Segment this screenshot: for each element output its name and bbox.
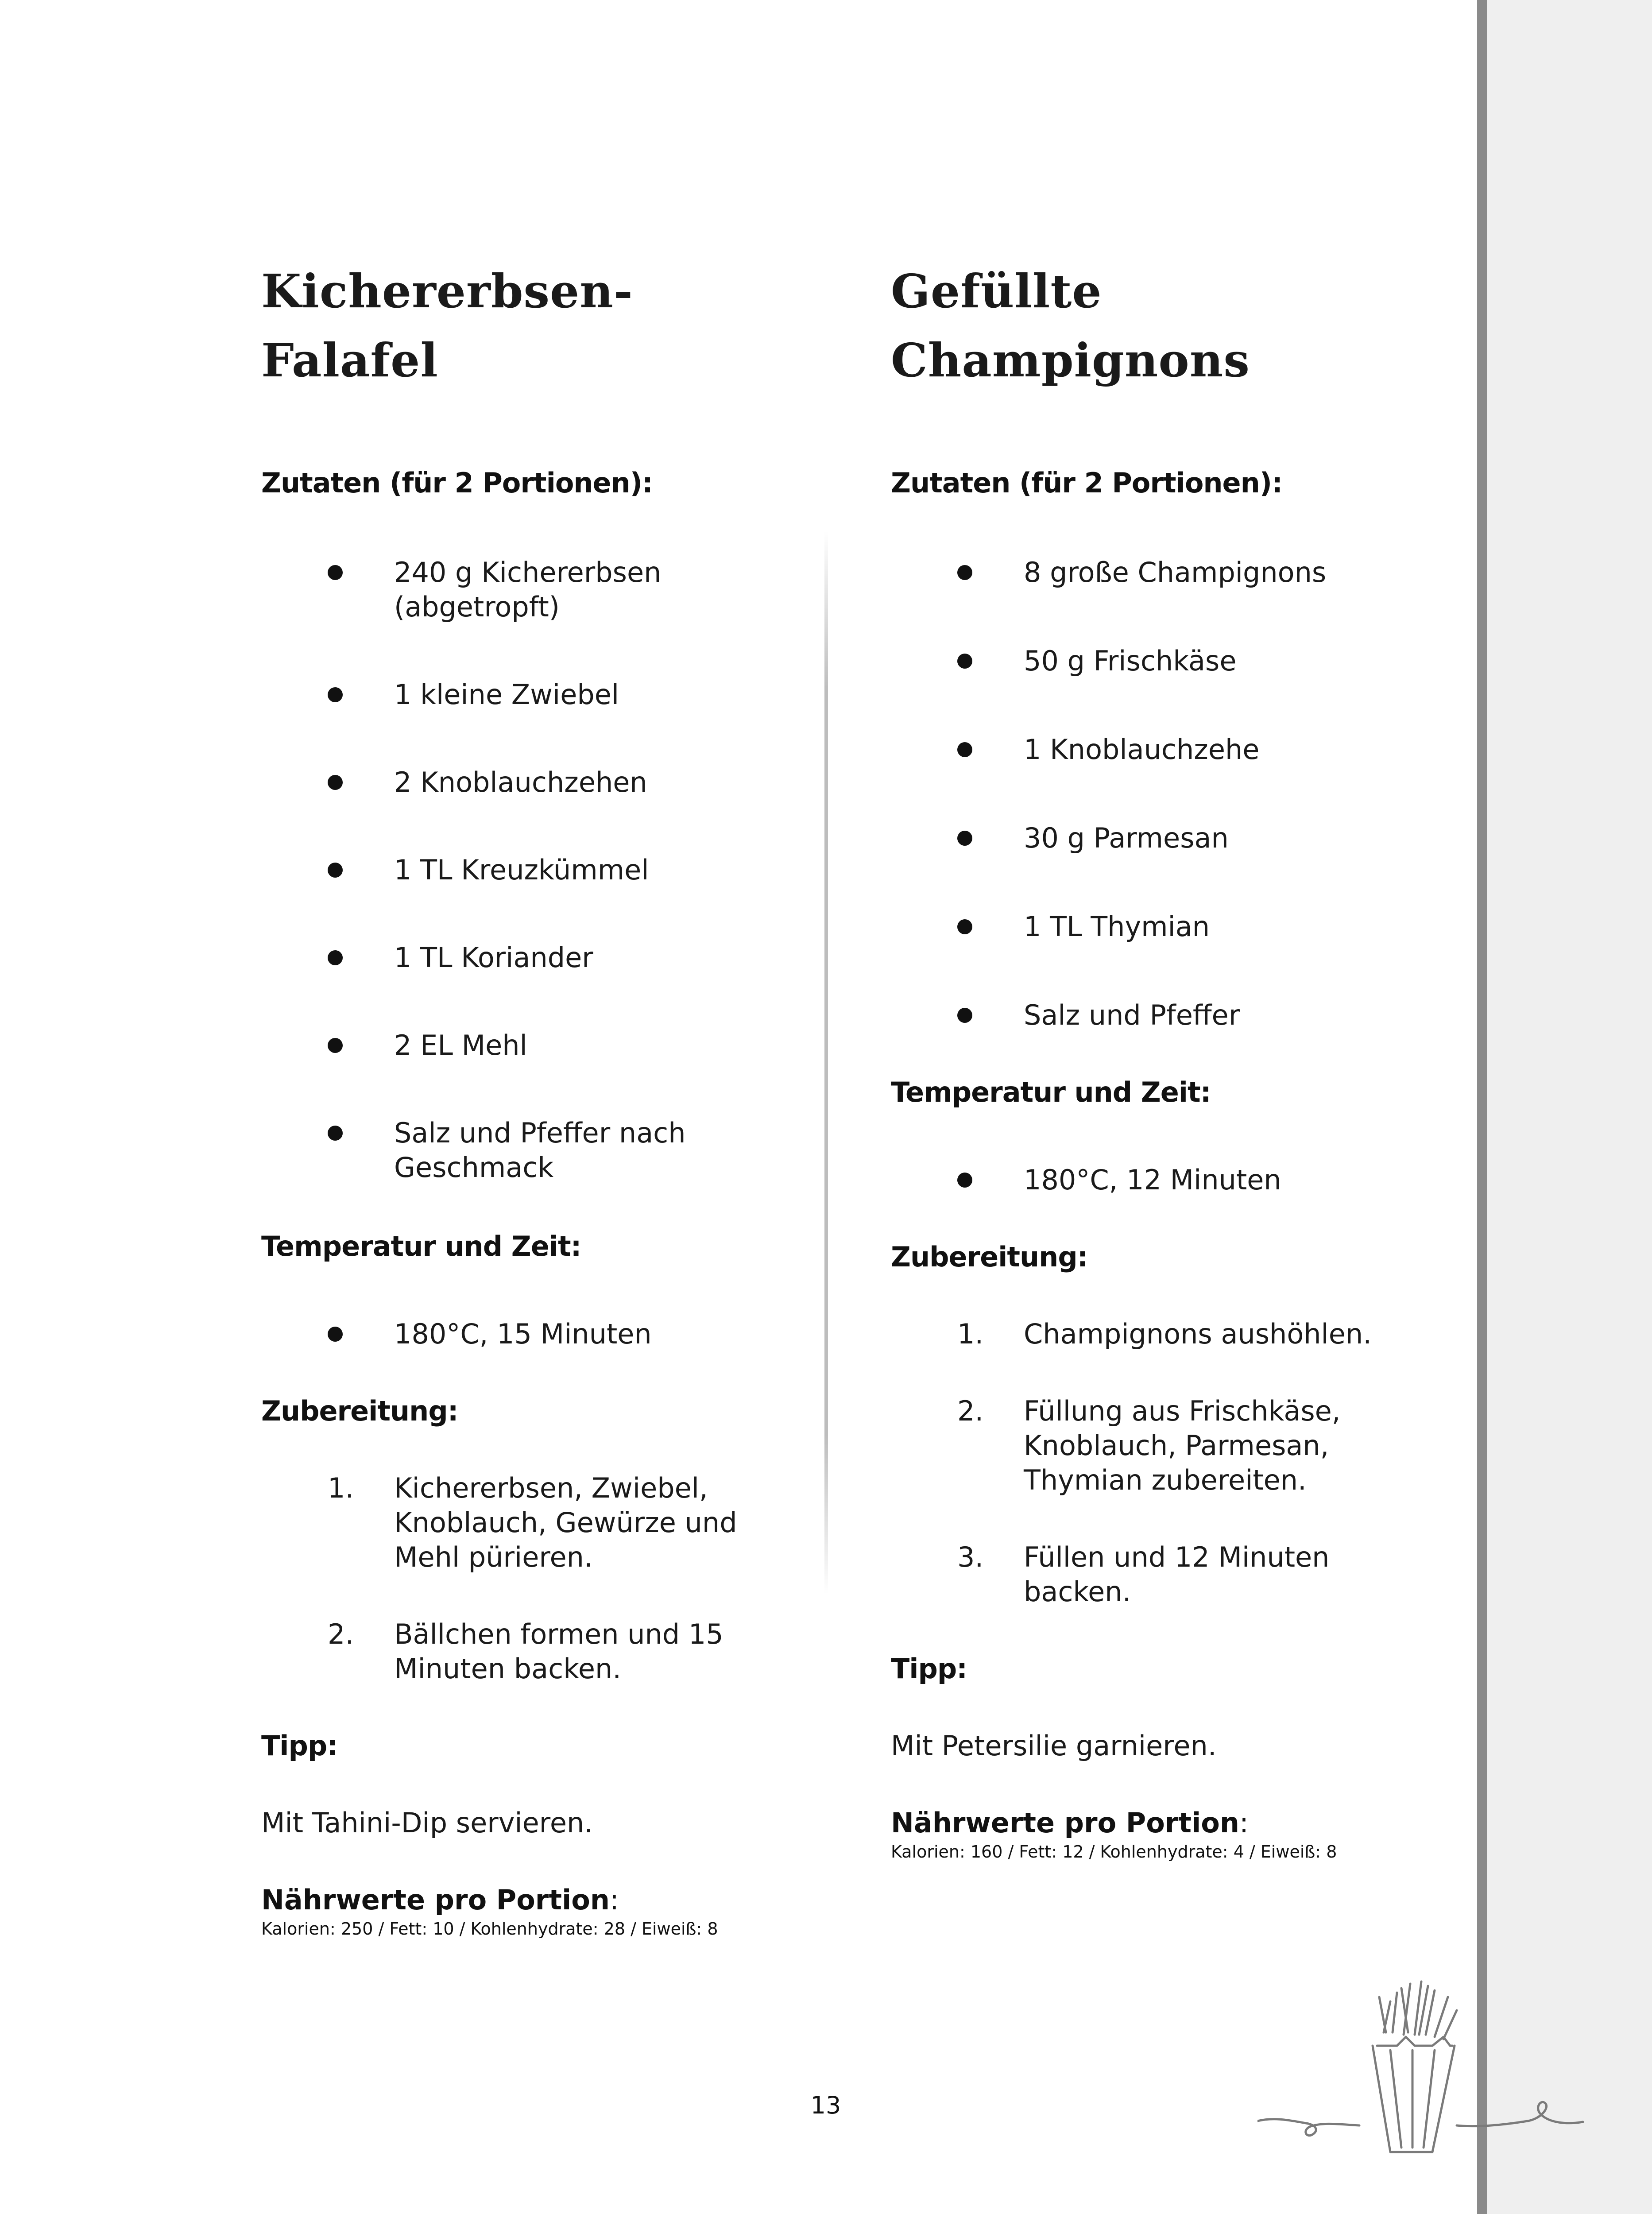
temperature-heading: Temperatur und Zeit: — [891, 1076, 1211, 1108]
ingredient-item — [891, 998, 1422, 1033]
step-text: Knoblauch, Parmesan, — [1024, 1429, 1329, 1462]
tip-text: Mit Petersilie garnieren. — [891, 1730, 1217, 1762]
french-fries-line-drawing-icon — [1257, 1975, 1585, 2179]
step-item — [891, 1394, 1422, 1498]
tip-heading: Tipp: — [261, 1730, 338, 1762]
temperature-heading: Temperatur und Zeit: — [261, 1230, 581, 1262]
preparation-heading: Zubereitung: — [261, 1395, 458, 1427]
ingredient-item — [261, 555, 793, 624]
step-number: 1. — [328, 1472, 354, 1504]
nutrition-heading — [891, 1806, 1422, 1840]
ingredient-item — [261, 941, 793, 975]
bullet-icon — [328, 687, 343, 702]
step-text: Kichererbsen, Zwiebel, — [394, 1472, 708, 1504]
temperature-list — [891, 1163, 1422, 1197]
ingredient-item — [261, 853, 793, 887]
recipe-title — [261, 257, 793, 395]
nutrition-heading — [261, 1883, 793, 1917]
step-number: 2. — [957, 1395, 984, 1427]
step-item — [891, 1317, 1422, 1351]
column-divider — [824, 531, 828, 1594]
ingredients-heading: Zutaten (für 2 Portionen): — [261, 467, 653, 499]
step-text: Füllung aus Frischkäse, — [1024, 1395, 1341, 1427]
step-text: Bällchen formen und 15 — [394, 1618, 723, 1650]
step-item — [891, 1540, 1422, 1609]
ingredient-text: 1 Knoblauchzehe — [1024, 733, 1260, 766]
nutrition-heading-text: Nährwerte pro Portion — [261, 1884, 610, 1916]
ingredient-item — [891, 821, 1422, 855]
temperature-item — [891, 1163, 1422, 1197]
step-item — [261, 1471, 793, 1575]
step-text: Champignons aushöhlen. — [1024, 1318, 1372, 1350]
ingredient-text: 30 g Parmesan — [1024, 822, 1229, 854]
page-number: 13 — [810, 2091, 841, 2119]
recipe-title-line: Champignons — [891, 333, 1250, 387]
step-number: 3. — [957, 1541, 984, 1573]
bullet-icon — [957, 654, 972, 669]
ingredients-list — [891, 555, 1422, 1033]
ingredient-item — [891, 555, 1422, 590]
ingredient-item — [261, 765, 793, 800]
bullet-icon — [957, 1008, 972, 1023]
temperature-text: 180°C, 12 Minuten — [1024, 1164, 1281, 1196]
ingredient-text: 1 kleine Zwiebel — [394, 678, 619, 711]
preparation-steps — [891, 1317, 1422, 1609]
ingredient-text: 50 g Frischkäse — [1024, 645, 1237, 677]
recipe-title-line: Kichererbsen- — [261, 264, 633, 318]
step-text: Knoblauch, Gewürze und — [394, 1506, 737, 1539]
ingredient-text: 1 TL Koriander — [394, 941, 593, 974]
bullet-icon — [328, 1327, 343, 1342]
bullet-icon — [328, 775, 343, 790]
ingredient-text: Salz und Pfeffer nach — [394, 1117, 686, 1149]
step-text: Mehl pürieren. — [394, 1541, 593, 1573]
ingredient-item — [891, 644, 1422, 678]
ingredient-item — [261, 1028, 793, 1063]
ingredients-heading: Zutaten (für 2 Portionen): — [891, 467, 1282, 499]
nutrition-heading-colon: : — [1239, 1807, 1249, 1839]
preparation-steps — [261, 1471, 793, 1686]
bullet-icon — [957, 919, 972, 934]
step-number: 2. — [328, 1618, 354, 1650]
nutrition-values: Kalorien: 160 / Fett: 12 / Kohlenhydrate: 4 / Eiweiß: 8 — [891, 1842, 1337, 1862]
bullet-icon — [328, 1038, 343, 1053]
bullet-icon — [957, 565, 972, 580]
tip-text: Mit Tahini-Dip servieren. — [261, 1807, 593, 1839]
temperature-list — [261, 1317, 793, 1351]
recipe-title-line: Falafel — [261, 333, 438, 387]
temperature-text: 180°C, 15 Minuten — [394, 1318, 652, 1350]
step-text: Füllen und 12 Minuten — [1024, 1541, 1330, 1573]
recipe-title — [891, 257, 1422, 395]
ingredient-text: Geschmack — [394, 1151, 554, 1184]
preparation-heading: Zubereitung: — [891, 1241, 1088, 1273]
bullet-icon — [328, 950, 343, 965]
recipe-title-line: Gefüllte — [891, 264, 1102, 318]
step-number: 1. — [957, 1318, 984, 1350]
ingredient-text: 1 TL Thymian — [1024, 910, 1210, 943]
ingredient-item — [891, 732, 1422, 767]
step-text: Minuten backen. — [394, 1653, 622, 1685]
ingredients-list — [261, 555, 793, 1185]
recipe-champignons — [891, 257, 1422, 1863]
bullet-icon — [957, 742, 972, 757]
ingredient-text: 2 Knoblauchzehen — [394, 766, 647, 798]
ingredient-text: 1 TL Kreuzkümmel — [394, 854, 649, 886]
ingredient-text: 240 g Kichererbsen — [394, 556, 662, 588]
ingredient-item — [891, 910, 1422, 944]
nutrition-values: Kalorien: 250 / Fett: 10 / Kohlenhydrate: 28 / Eiweiß: 8 — [261, 1919, 718, 1939]
side-panel — [1479, 0, 1652, 2214]
ingredient-text: Salz und Pfeffer — [1024, 999, 1240, 1031]
nutrition-heading-text: Nährwerte pro Portion — [891, 1807, 1239, 1839]
ingredient-text: 8 große Champignons — [1024, 556, 1327, 588]
step-item — [261, 1617, 793, 1686]
recipe-falafel — [261, 257, 793, 1940]
bullet-icon — [328, 1126, 343, 1141]
step-text: backen. — [1024, 1575, 1131, 1608]
ingredient-item — [261, 677, 793, 712]
ingredient-item — [261, 1116, 793, 1185]
side-rule — [1477, 0, 1487, 2214]
ingredient-text: 2 EL Mehl — [394, 1029, 527, 1061]
bullet-icon — [957, 831, 972, 846]
temperature-item — [261, 1317, 793, 1351]
bullet-icon — [328, 565, 343, 580]
step-text: Thymian zubereiten. — [1024, 1464, 1307, 1496]
nutrition-heading-colon: : — [610, 1884, 619, 1916]
tip-heading: Tipp: — [891, 1653, 967, 1685]
bullet-icon — [328, 863, 343, 878]
bullet-icon — [957, 1173, 972, 1188]
ingredient-text: (abgetropft) — [394, 591, 560, 623]
